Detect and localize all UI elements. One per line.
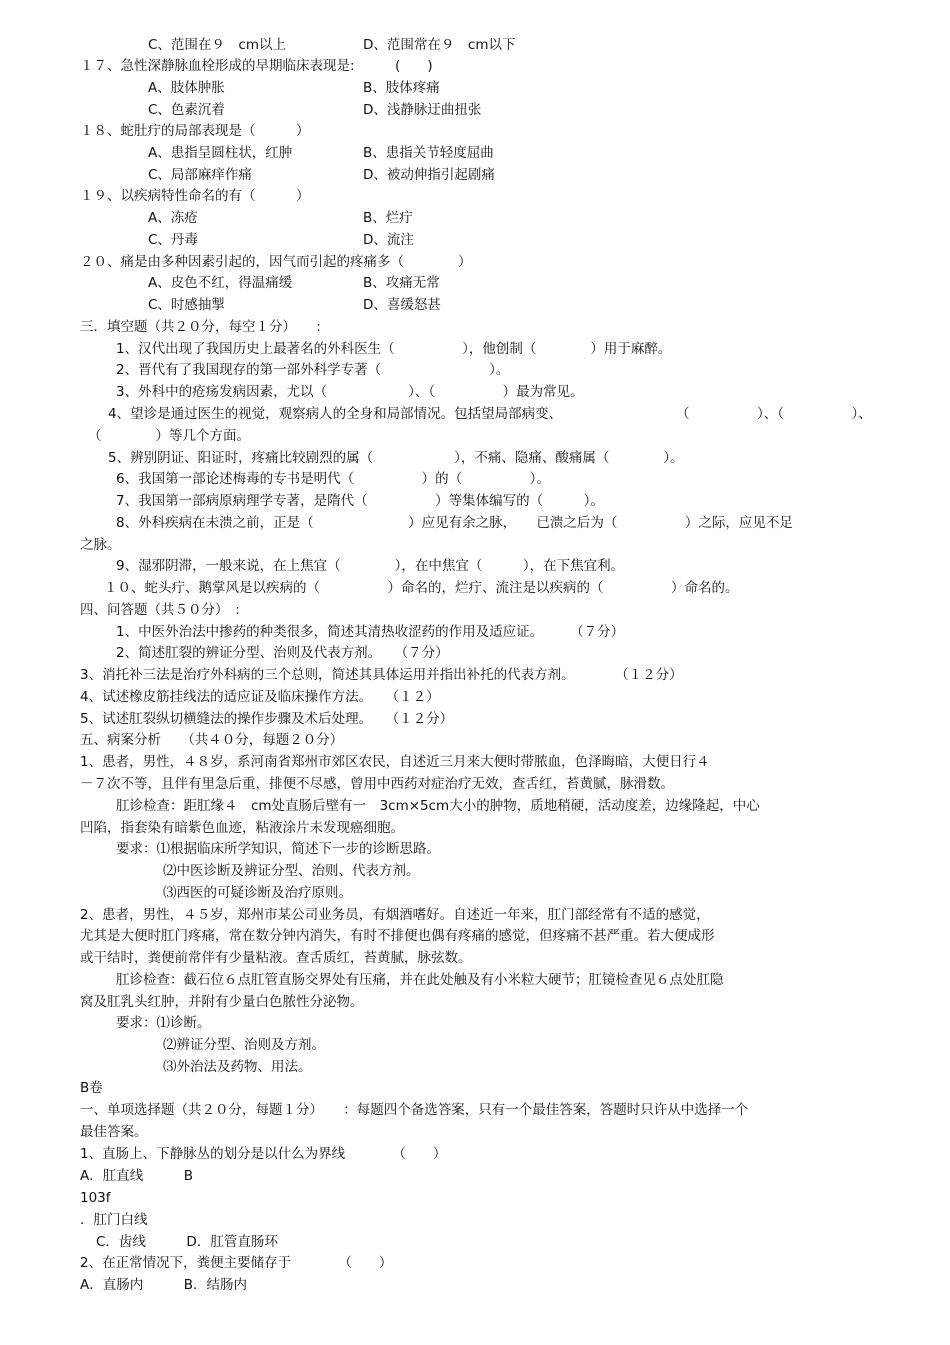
fill-blank-7: 7、我国第一部病原病理学专著，是隋代（ ）等集体编写的（ ）。 <box>116 493 604 509</box>
option-d: D、被动伸指引起剧痛 <box>363 167 495 183</box>
paper-b-heading: B卷 <box>80 1080 103 1096</box>
qa-3: 3、消托补三法是治疗外科病的三个总则，简述其具体运用并指出补托的代表方剂。 （１２分） <box>80 667 683 683</box>
option-a: A、冻疮 <box>148 210 198 226</box>
option-a: A、皮色不红，得温痛缓 <box>148 275 293 291</box>
fill-blank-5: 5、辨别阴证、阳证时，疼痛比较剧烈的属（ ），不痛、隐痛、酸痛属（ ）。 <box>108 450 684 466</box>
case-2-exam: 肛诊检查：截石位６点肛管直肠交界处有压痛，并在此处触及有小米粒大硬节；肛镜检查见６点处肛隐 <box>116 972 724 988</box>
option-c: C、丹毒 <box>148 232 198 248</box>
case-2-text: 尤其是大便时肛门疼痛，常在数分钟内消失，有时不排便也偶有疼痛的感觉，但疼痛不甚严重。若大便成形 <box>80 928 715 944</box>
qa-5: 5、试述肛裂纵切横缝法的操作步骤及术后处理。 （１２分） <box>80 711 454 727</box>
option-c: C、范围在９ cm以上 <box>148 37 286 53</box>
stray-text: 103f <box>80 1190 111 1206</box>
option-b: B、烂疔 <box>363 210 413 226</box>
option-a: A、患指呈圆柱状，红肿 <box>148 145 293 161</box>
section-heading-fill-blank: 三．填空题（共２０分，每空１分） : <box>80 319 321 335</box>
fill-blank-2: 2、晋代有了我国现存的第一部外科学专著（ ）。 <box>116 362 510 378</box>
case-1-requirement: 要求：⑴根据临床所学知识，简述下一步的诊断思路。 <box>116 841 440 857</box>
option-a: A、肢体肿胀 <box>148 80 225 96</box>
case-2-text: 2、患者，男性，４５岁，郑州市某公司业务员，有烟酒嗜好。自述近一年来，肛门部经常有不适的感觉， <box>80 907 710 923</box>
option-row: C．齿线 D．肛管直肠环 <box>96 1234 278 1250</box>
fill-blank-6: 6、我国第一部论述梅毒的专书是明代（ ）的（ ）。 <box>116 471 550 487</box>
fill-blank-10: １０、蛇头疔、鹅掌风是以疾病的（ ）命名的，烂疔、流注是以疾病的（ ）命名的。 <box>104 580 739 596</box>
question-18: １８、蛇肚疔的局部表现是（ ） <box>80 123 310 139</box>
fill-blank-4-cont: （ ）等几个方面。 <box>88 428 250 444</box>
case-1-exam: 凹陷，指套染有暗紫色血迹，粘液涂片未发现癌细胞。 <box>80 820 404 836</box>
option-row: A．直肠内 B．结肠内 <box>80 1277 247 1293</box>
qa-4: 4、试述橡皮筋挂线法的适应证及临床操作方法。 （１２） <box>80 689 440 705</box>
fill-blank-3: 3、外科中的疮疡发病因素，尤以（ ）、（ ）最为常见。 <box>116 384 584 400</box>
question-20: ２０、痛是由多种因素引起的，因气而引起的疼痛多（ ） <box>80 254 472 270</box>
case-1-text: 1、患者，男性，４８岁，系河南省郑州市郊区农民，自述近三月来大便时带脓血，色泽晦暗，大便日行４ <box>80 754 710 770</box>
b-question-1: 1、直肠上、下静脉丛的划分是以什么为界线 （ ） <box>80 1146 447 1162</box>
case-2-exam: 窝及肛乳头红肿，并附有少量白色脓性分泌物。 <box>80 994 364 1010</box>
fill-blank-8: 8、外科疾病在未溃之前，正是（ ）应见有余之脉， 已溃之后为（ ）之际，应见不足 <box>116 515 793 531</box>
option-d: D、浅静脉迂曲扭张 <box>363 102 482 118</box>
case-2-requirement: 要求：⑴诊断。 <box>116 1015 211 1031</box>
option-c: C、时感抽掣 <box>148 297 225 313</box>
option-b: B、攻痛无常 <box>363 275 440 291</box>
question-19: １９、以疾病特性命名的有（ ） <box>80 188 310 204</box>
case-1-requirement: ⑵中医诊断及辨证分型、治则、代表方剂。 <box>163 863 420 879</box>
qa-1: 1、中医外治法中掺药的种类很多，简述其清热收涩药的作用及适应证。 （７分） <box>116 624 625 640</box>
option-b: ．肛门白线 <box>80 1212 148 1228</box>
fill-blank-1: 1、汉代出现了我国历史上最著名的外科医生（ ），他创制（ ）用于麻醉。 <box>116 341 672 357</box>
option-d: D、喜缓怒甚 <box>363 297 441 313</box>
section-heading-qa: 四、问答题（共５０分） : <box>80 602 240 618</box>
option-c: C、色素沉着 <box>148 102 225 118</box>
option-row: A．肛直线 B <box>80 1168 193 1184</box>
option-d: D、流注 <box>363 232 414 248</box>
fill-blank-8-cont: 之脉。 <box>80 537 121 553</box>
case-2-requirement: ⑶外治法及药物、用法。 <box>163 1059 312 1075</box>
fill-blank-9: 9、湿邪阴滞，一般来说，在上焦宜（ ），在中焦宜（ ），在下焦宜利。 <box>116 558 625 574</box>
section-heading-case: 五、病案分析 （共４０分，每题２０分） <box>80 732 344 748</box>
fill-blank-4-blanks: （ ）、（ ）、 <box>676 406 872 422</box>
option-c: C、局部麻痒作痛 <box>148 167 252 183</box>
qa-2: 2、简述肛裂的辨证分型、治则及代表方剂。 （７分） <box>116 645 449 661</box>
fill-blank-4: 4、望诊是通过医生的视觉，观察病人的全身和局部情况。包括望局部病变、 <box>108 406 563 422</box>
case-2-text: 或干结时，粪便前常伴有少量粘液。查舌质红，苔黄腻，脉弦数。 <box>80 950 472 966</box>
question-17: １７、急性深静脉血栓形成的早期临床表现是: ( ) <box>80 58 433 74</box>
case-1-text: －７次不等，且伴有里急后重，排便不尽感，曾用中西药对症治疗无效，查舌红，苔黄腻，脉滑数。 <box>80 776 674 792</box>
b-question-2: 2、在正常情况下，粪便主要储存于 （ ） <box>80 1255 393 1271</box>
case-1-requirement: ⑶西医的可疑诊断及治疗原则。 <box>163 885 352 901</box>
section-heading-single-choice: 最佳答案。 <box>80 1124 148 1140</box>
option-b: B、患指关节轻度屈曲 <box>363 145 494 161</box>
option-b: B、肢体疼痛 <box>363 80 440 96</box>
option-d: D、范围常在９ cm以下 <box>363 37 516 53</box>
case-1-exam: 肛诊检查：距肛缘４ cm处直肠后壁有一 3cm×5cm大小的肿物，质地稍硬，活动度差，边缘隆起，中心 <box>116 798 760 814</box>
case-2-requirement: ⑵辨证分型、治则及方剂。 <box>163 1037 325 1053</box>
section-heading-single-choice: 一、单项选择题（共２０分，每题１分） ：每题四个备选答案，只有一个最佳答案，答题时只许从中选择一个 <box>80 1102 749 1118</box>
